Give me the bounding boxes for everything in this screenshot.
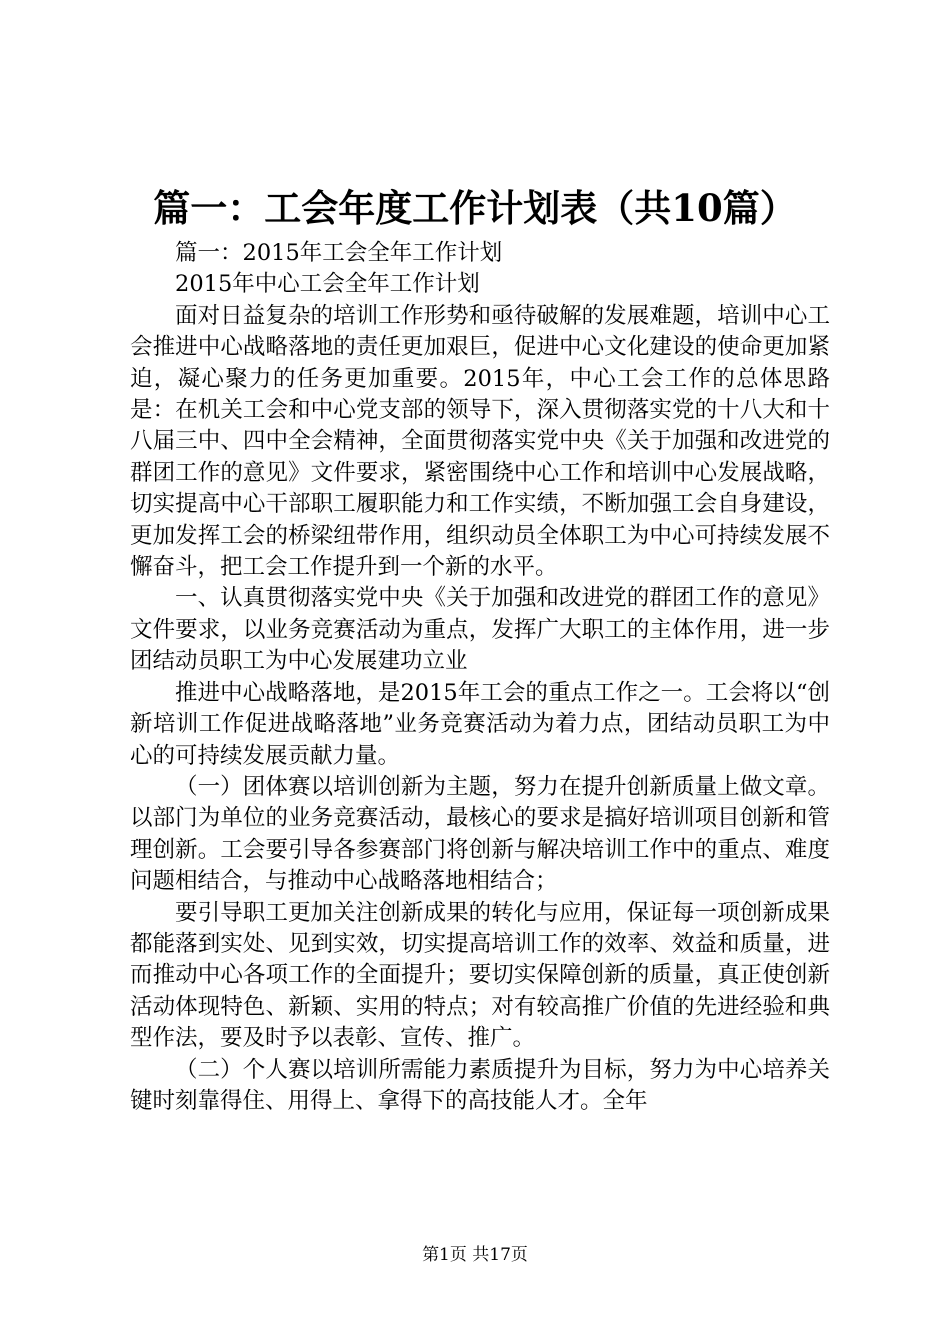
paragraph: （一）团体赛以培训创新为主题，努力在提升创新质量上做文章。以部门为单位的业务竞赛活动，最核心的要求是搞好培训项目创新和管理创新。工会要引导各参赛部门将创新与解决培训工作中的重点、难度问题相结合，与推动中心战略落地相结合；: [130, 773, 830, 895]
document-body: [130, 238, 830, 1117]
paragraph-plan-title: 2015年中心工会全年工作计划: [175, 271, 480, 298]
paragraph-subtitle: 篇一：2015年工会全年工作计划: [175, 240, 503, 266]
paragraph: 面对日益复杂的培训工作形势和亟待破解的发展难题，培训中心工会推进中心战略落地的责任更加艰巨，促进中心文化建设的使命更加紧迫，凝心聚力的任务更加重要。2015年，中心工会工作的总体思路是：在机关工会和中心党支部的领导下，深入贯彻落实党的十八大和十八届三中、四中全会精神，全面贯彻落实党中央《关于加强和改进党的群团工作的意见》文件要求，紧密围绕中心工作和培训中心发展战略，切实提高中心干部职工履职能力和工作实绩，不断加强工会自身建设，更加发挥工会的桥梁纽带作用，组织动员全体职工为中心可持续发展不懈奋斗，把工会工作提升到一个新的水平。: [130, 302, 830, 581]
document-title: 篇一：工会年度工作计划表（共10篇）: [153, 186, 797, 230]
paragraph-section-heading: 一、认真贯彻落实党中央《关于加强和改进党的群团工作的意见》文件要求，以业务竞赛活动为重点，发挥广大职工的主体作用，进一步团结动员职工为中心发展建功立业: [130, 585, 830, 675]
paragraph: 要引导职工更加关注创新成果的转化与应用，保证每一项创新成果都能落到实处、见到实效，切实提高培训工作的效率、效益和质量，进而推动中心各项工作的全面提升；要切实保障创新的质量，真正使创新活动体现特色、新颖、实用的特点；对有较高推广价值的先进经验和典型作法，要及时予以表彰、宣传、推广。: [130, 899, 830, 1052]
page-footer: 第1页 共17页: [422, 1245, 528, 1265]
paragraph: 推进中心战略落地，是2015年工会的重点工作之一。工会将以“创新培训工作促进战略落地”业务竞赛活动为着力点，团结动员职工为中心的可持续发展贡献力量。: [130, 679, 830, 769]
paragraph: （二）个人赛以培训所需能力素质提升为目标，努力为中心培养关键时刻靠得住、用得上、拿得下的高技能人才。全年: [130, 1056, 830, 1114]
